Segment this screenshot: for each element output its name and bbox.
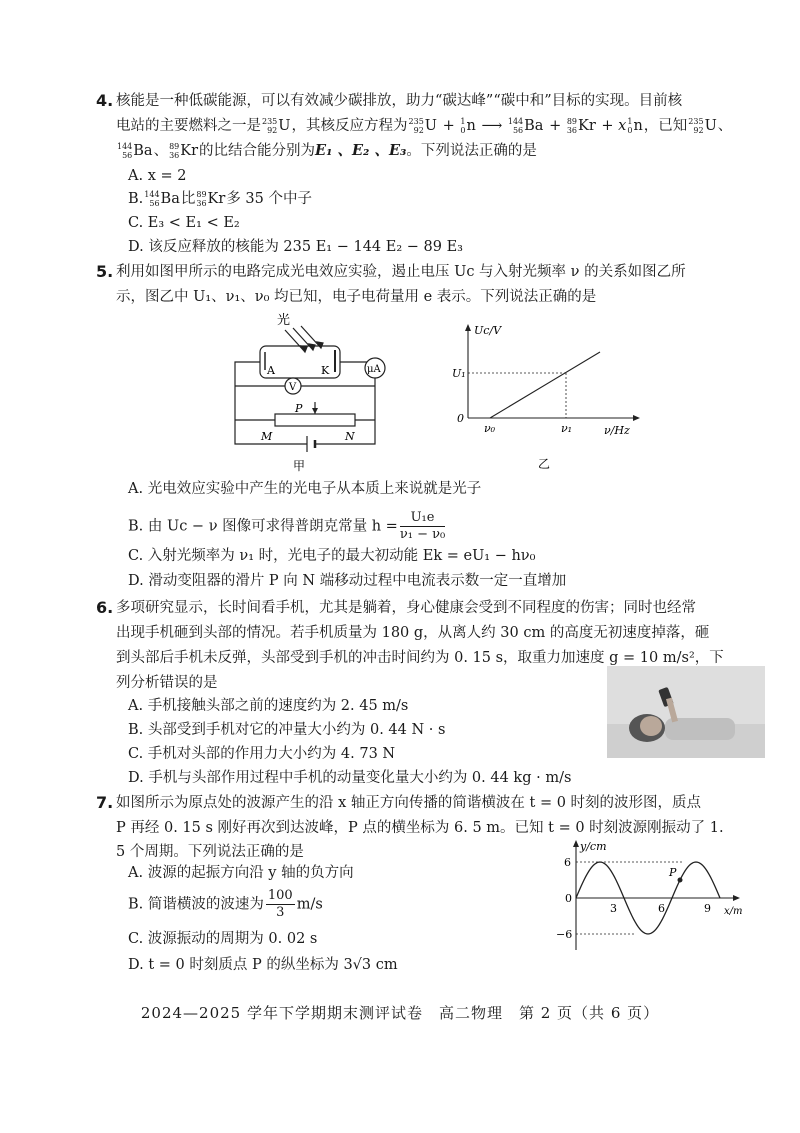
ammeter-label: μA [367,364,381,375]
q5-option-d: D. 滑动变阻器的滑片 P 向 N 端移动过程中电流表示数一定一直增加 [128,573,567,589]
q4-line2-c: ，已知 [643,118,688,134]
phone-lying-photo [607,666,765,758]
q5-line1: 利用如图甲所示的电路完成光电效应实验，遏止电压 Uc 与入射光频率 ν 的关系如图乙所 [116,264,686,280]
slider-arrow [312,408,318,414]
q4-option-c: C. E₃ < E₁ < E₂ [128,215,240,231]
q7-line3: 5 个周期。下列说法正确的是 [116,844,304,860]
iso-ba-b: 144 56Ba [144,190,180,208]
q5-option-b: B. 由 Uc − ν 图像可求得普朗克常量 h = $\frac{\text{U₁e}}{\text{ν₁ − ν₀}}$ [128,510,446,542]
graph-v1: ν₁ [561,422,573,435]
anode-label: A [267,364,275,377]
n-label: N [345,430,355,443]
q5-line2: 示，图乙中 U₁、ν₁、ν₀ 均已知，电子电荷量用 e 表示。下列说法正确的是 [116,289,597,305]
fig2-caption: 乙 [538,457,551,471]
rheostat [275,414,355,426]
q7-option-d: D. t = 0 时刻质点 P 的纵坐标为 3√3 cm [128,957,398,973]
iso-u235-eq: 235 92U [408,117,438,135]
reaction-arrow: ⟶ [481,118,503,134]
wave-x6: 6 [658,902,665,915]
q6-option-a: A. 手机接触头部之前的速度约为 2. 45 m/s [128,698,409,714]
graph-xlabel: ν/Hz [604,424,630,437]
q4-option-d: D. 该反应释放的核能为 235 E₁ − 144 E₂ − 89 E₃ [128,239,463,255]
q5-number: 5. [96,262,114,281]
graph-v0: ν₀ [484,422,496,435]
wave-x3: 3 [610,902,617,915]
q4-line2-b: ，其核反应方程为 [291,118,408,134]
uc-line [490,352,600,418]
iso-n: 1 0n [460,117,476,135]
wave-x9: 9 [704,902,711,915]
m-label: M [261,430,273,443]
point-p [678,878,683,883]
q6-option-c: C. 手机对头部的作用力大小约为 4. 73 N [128,746,396,762]
cathode-label: K [321,364,330,377]
q4-option-a: A. x = 2 [128,168,187,184]
wave-ylabel: y/cm [580,840,607,853]
q6-line2: 出现手机砸到头部的情况。若手机质量为 180 g，从离人约 30 cm 的高度无初速度掉落，砸 [116,625,710,641]
q7-line1: 如图所示为原点处的波源产生的沿 x 轴正方向传播的简谐横波在 t = 0 时刻的波形图，质点 [116,795,702,811]
page-footer: 2024—2025 学年下学期期末测评试卷 高二物理 第 2 页（共 6 页） [140,1004,660,1022]
point-p-label: P [669,866,677,879]
voltmeter-label: V [289,382,297,393]
q7-option-c: C. 波源振动的周期为 0. 02 s [128,931,318,947]
iso-ba: 144 56Ba [507,117,544,135]
speed-fraction: $\frac{100}{3}$ [267,888,293,920]
circuit-diagram [225,310,405,476]
q4-line1: 核能是一种低碳能源，可以有效减少碳排放，助力“碳达峰”“碳中和”目标的实现。目前核 [116,93,683,109]
q5-option-c: C. 入射光频率为 ν₁ 时，光电子的最大初动能 Ek = eU₁ − hν₀ [128,548,536,564]
q7-option-a: A. 波源的起振方向沿 y 轴的负方向 [128,865,354,881]
wave-origin: 0 [565,892,572,905]
iso-u235: 235 92U [262,117,291,135]
light-rays [285,326,323,352]
iso-kr-b: 89 36Kr [196,190,226,208]
graph-origin: 0 [457,412,464,425]
slider-label: P [295,402,303,415]
wave-ym6: −6 [556,928,573,941]
graph-u1: U₁ [452,367,466,380]
q6-line3: 到头部后手机未反弹，头部受到手机的冲击时间约为 0. 15 s，取重力加速度 g = 10 m/s²，下 [116,650,724,666]
q7-number: 7. [96,793,114,812]
q7-option-b: B. 简谐横波的波速为 $\frac{100}{3}$ m/s [128,888,323,920]
uc-nu-graph [448,318,648,474]
iso-kr: 89 36Kr [566,117,596,135]
q7-line2: P 再经 0. 15 s 刚好再次到达波峰，P 点的横坐标为 6. 5 m。已知 t = 0 时刻波源刚振动了 1. [116,820,724,836]
iso-u235-known: 235 92U [688,117,717,135]
q5-option-a: A. 光电效应实验中产生的光电子从本质上来说就是光子 [128,481,482,497]
q6-option-b: B. 头部受到手机对它的冲量大小约为 0. 44 N · s [128,722,446,738]
fig1-caption: 甲 [293,459,306,473]
q4-option-b: B.144 56Ba比89 36Kr多 35 个中子 [128,190,312,208]
iso-kr-known: 89 36Kr [169,142,199,160]
iso-xn: 1 0n [627,117,643,135]
q4-line3: 144 56Ba、89 36Kr的比结合能分别为E₁ 、E₂ 、E₃。下列说法正确的是 [117,142,537,160]
wave-xlabel: x/m [724,906,743,917]
q4-line2-a: 电站的主要燃料之一是 [116,118,261,134]
iso-ba-known: 144 56Ba [117,142,153,160]
wave-y6: 6 [564,856,571,869]
q4-number: 4. [96,91,114,110]
planck-fraction: $\frac{\text{U₁e}}{\text{ν₁ − ν₀}}$ [399,510,446,542]
graph-ylabel: Uc/V [474,324,502,337]
photo-illustration [607,666,765,758]
wave-graph [548,838,748,954]
q6-number: 6. [96,598,114,617]
q6-line1: 多项研究显示，长时间看手机，尤其是躺着，身心健康会受到不同程度的伤害；同时也经常 [116,600,696,616]
q4-line2: 电站的主要燃料之一是235 92U，其核反应方程为235 92U + 1 0n ⟶ 144 56Ba + 89 36Kr + x1 0n，已知235 92U、 [116,117,733,135]
q6-option-d: D. 手机与头部作用过程中手机的动量变化量大小约为 0. 44 kg · m/s [128,770,572,786]
q6-line4: 列分析错误的是 [116,675,218,691]
light-label: 光 [277,313,291,328]
